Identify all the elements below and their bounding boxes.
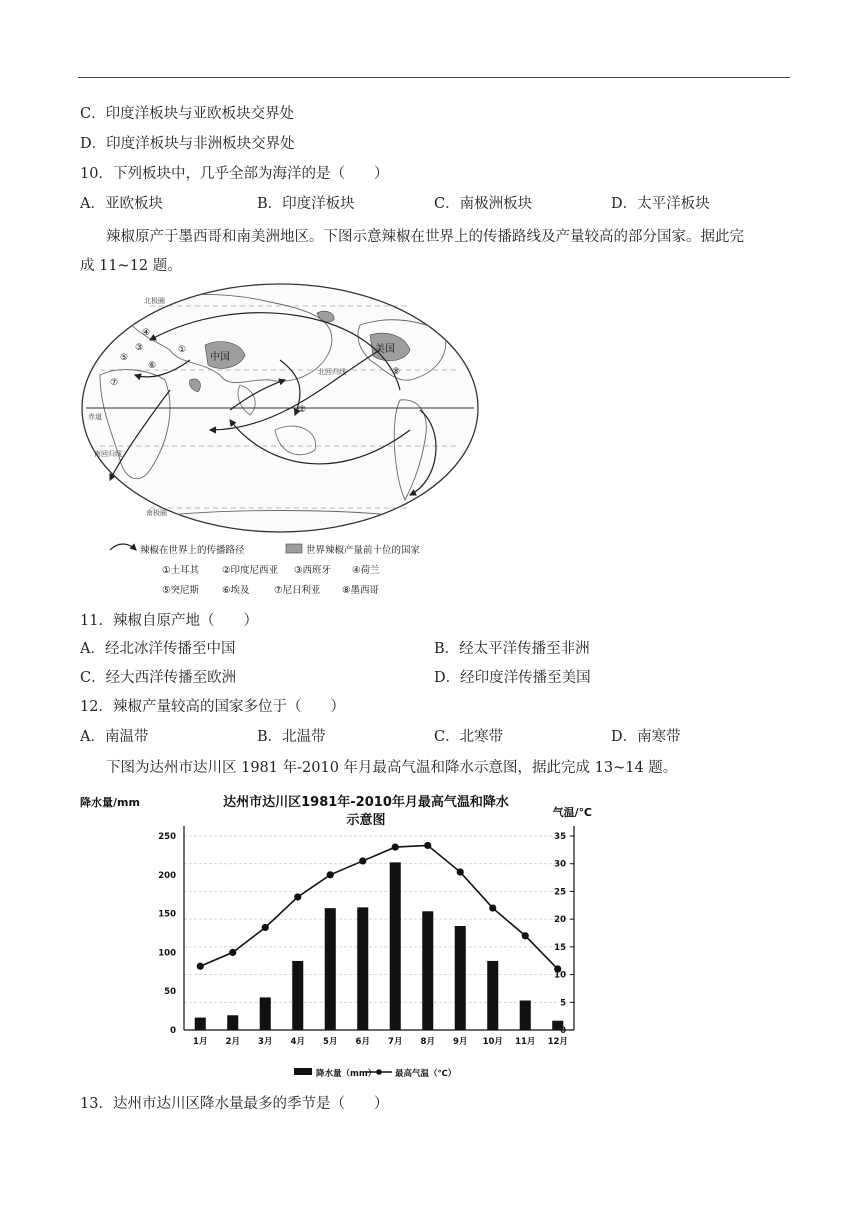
q11-option-c: C．经大西洋传播至欧洲 [80,670,237,686]
temperature-point-9月 [457,868,464,875]
chart-xticks [193,1037,568,1047]
temperature-point-3月 [262,924,269,931]
legend-line-label: 最高气温（℃） [395,1069,457,1079]
map-marker-4: ④ [142,328,151,338]
map-marker-1: ① [178,345,187,355]
y-tick-right-4: 20 [554,915,566,926]
label-tropic-capricorn: 南回归线 [94,450,122,458]
bar-11月 [520,1001,531,1030]
y-tick-left-2: 100 [158,948,176,959]
intro-13-14: 下图为达州市达川区 1981 年-2010 年月最高气温和降水示意图，据此完成 13~14 题。 [106,760,678,776]
temperature-point-11月 [522,932,529,939]
chart-legend [294,1068,456,1079]
legend-country-5: ⑤突尼斯 [162,585,200,596]
q10-option-c: C．南极洲板块 [434,196,533,212]
x-tick-6: 7月 [388,1037,403,1047]
bar-6月 [357,907,368,1030]
legend-country-8: ⑧墨西哥 [342,585,380,596]
x-tick-1: 2月 [225,1037,240,1047]
climate-chart [76,786,596,1084]
x-tick-0: 1月 [193,1037,208,1047]
x-tick-11: 12月 [547,1037,568,1047]
legend-top10-label: 世界辣椒产量前十位的国家 [306,545,421,556]
temperature-point-1月 [197,963,204,970]
x-tick-7: 8月 [420,1037,435,1047]
q11-option-d: D．经印度洋传播至美国 [434,670,591,686]
q9-option-c: C．印度洋板块与亚欧板块交界处 [80,106,295,122]
bar-9月 [455,926,466,1030]
legend-line-marker [376,1069,382,1075]
label-arctic-circle: 北极圈 [144,297,165,305]
chart-line [197,842,562,973]
legend-route-label: 辣椒在世界上的传播路径 [140,545,245,556]
pepper-spread-map [80,280,484,602]
bar-2月 [227,1015,238,1030]
chart-grid [184,836,574,1002]
question-11: 11．辣椒自原产地（ ） [80,613,258,629]
q10-option-a: A．亚欧板块 [80,196,163,212]
chart-ylabel-right: 气温/℃ [552,806,592,819]
y-tick-right-2: 10 [554,970,566,981]
y-tick-right-6: 30 [554,859,566,870]
x-tick-2: 3月 [258,1037,273,1047]
label-tropic-cancer: 北回归线 [318,368,346,376]
y-tick-right-1: 5 [560,998,566,1009]
temperature-point-4月 [294,893,301,900]
y-tick-right-7: 35 [554,832,566,842]
x-tick-4: 5月 [323,1037,338,1047]
temperature-point-8月 [424,842,431,849]
bar-4月 [292,961,303,1030]
x-tick-5: 6月 [355,1037,370,1047]
intro-11-12-line2: 成 11~12 题。 [80,258,182,274]
chart-title-line1: 达州市达川区1981年-2010年月最高气温和降水 [223,795,509,810]
y-tick-left-3: 150 [158,909,176,920]
question-13: 13．达州市达川区降水量最多的季节是（ ） [80,1096,389,1112]
label-usa: 美国 [375,344,395,355]
legend-country-1: ①土耳其 [162,565,200,576]
q12-option-d: D．南寒带 [611,729,681,745]
label-equator: 赤道 [88,413,102,421]
legend-country-2: ②印度尼西亚 [222,565,279,576]
x-tick-3: 4月 [290,1037,305,1047]
intro-11-12-line1: 辣椒原产于墨西哥和南美洲地区。下图示意辣椒在世界上的传播路线及产量较高的部分国家。据此完 [106,229,744,245]
bar-5月 [325,908,336,1030]
map-legend [110,544,421,596]
question-10: 10．下列板块中，几乎全部为海洋的是（ ） [80,166,389,182]
label-antarctic-circle: 南极圈 [146,509,167,517]
temperature-point-7月 [392,843,399,850]
bar-8月 [422,911,433,1030]
bar-10月 [487,961,498,1030]
q11-option-b: B．经太平洋传播至非洲 [434,641,590,657]
legend-bar-swatch [294,1068,312,1075]
y-tick-right-5: 25 [554,887,566,898]
q12-option-a: A．南温带 [80,729,149,745]
map-marker-6: ⑥ [148,361,157,371]
bar-1月 [195,1018,206,1030]
legend-top10-swatch [286,544,302,553]
map-marker-5: ⑤ [120,353,129,363]
x-tick-10: 11月 [515,1037,536,1047]
y-tick-right-3: 15 [554,942,566,953]
legend-country-3: ③西班牙 [294,565,332,576]
q10-option-d: D．太平洋板块 [611,196,710,212]
y-tick-left-4: 200 [158,870,176,881]
chart-bars [195,859,566,1030]
question-12: 12．辣椒产量较高的国家多位于（ ） [80,699,345,715]
map-marker-8: ⑧ [392,367,401,377]
legend-country-4: ④荷兰 [352,565,380,576]
y-tick-left-5: 250 [158,832,176,842]
temperature-point-2月 [229,949,236,956]
x-tick-9: 10月 [482,1037,503,1047]
legend-country-7: ⑦尼日利亚 [274,585,321,596]
chart-yticks-left [158,832,176,1036]
q11-option-a: A．经北冰洋传播至中国 [80,641,236,657]
map-marker-3: ③ [135,343,144,353]
temperature-point-6月 [359,857,366,864]
legend-bar-label: 降水量（mm） [316,1069,377,1079]
map-marker-2: ② [298,405,307,415]
chart-title-line2: 示意图 [346,813,386,828]
label-china: 中国 [210,352,230,363]
legend-route-symbol [110,544,136,550]
chart-ylabel-left: 降水量/mm [80,796,140,809]
y-tick-right-0: 0 [560,1026,566,1036]
bar-7月 [390,862,401,1030]
x-tick-8: 9月 [453,1037,468,1047]
q9-option-d: D．印度洋板块与非洲板块交界处 [80,136,295,152]
q12-option-c: C．北寒带 [434,729,504,745]
map-marker-7: ⑦ [110,378,119,388]
bar-3月 [260,997,271,1030]
y-tick-left-1: 50 [164,987,176,998]
q12-option-b: B．北温带 [257,729,326,745]
y-tick-left-0: 0 [170,1026,176,1036]
legend-country-6: ⑥埃及 [222,585,250,596]
q10-option-b: B．印度洋板块 [257,196,355,212]
chart-yticks-right [554,832,574,1036]
temperature-point-10月 [489,904,496,911]
temperature-point-5月 [327,871,334,878]
header-rule [78,77,790,78]
